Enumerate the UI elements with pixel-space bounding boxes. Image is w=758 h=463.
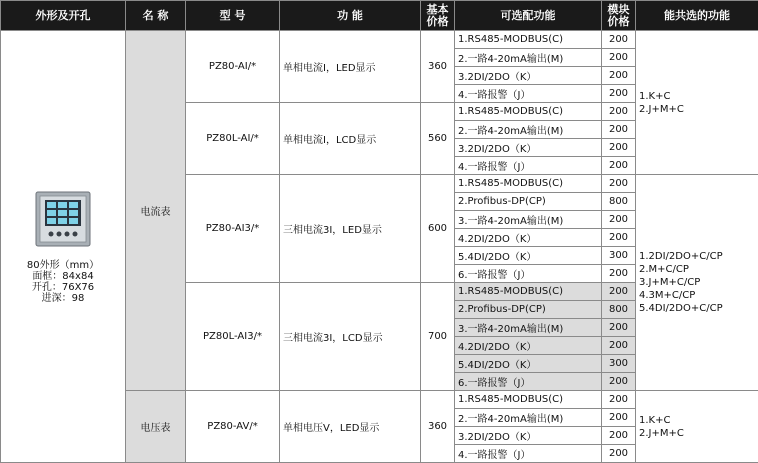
outline-dimensions <box>4 260 122 304</box>
table-row <box>1 31 758 49</box>
option-price: 800 <box>602 193 636 211</box>
option-price: 200 <box>602 121 636 139</box>
option-label: 2.一路4-20mA输出(M) <box>455 409 602 427</box>
function-2: 三相电流3I，LED显示 <box>280 175 421 283</box>
option-price: 200 <box>602 175 636 193</box>
name-voltmeter: 电压表 <box>126 391 186 463</box>
combo-item: 5.4DI/2DO+C/CP <box>639 302 755 315</box>
option-label: 2.一路4-20mA输出(M) <box>455 121 602 139</box>
option-label: 3.一路4-20mA输出(M) <box>455 319 602 337</box>
header-function: 功 能 <box>280 1 421 31</box>
option-label: 6.一路报警（J） <box>455 373 602 391</box>
combo-item: 2.M+C/CP <box>639 263 755 276</box>
option-price: 200 <box>602 409 636 427</box>
model-3: PZ80L-AI3/* <box>186 283 280 391</box>
combos-single-1 <box>636 31 758 175</box>
price-1: 560 <box>421 103 455 175</box>
option-label: 4.2DI/2DO（K） <box>455 229 602 247</box>
option-label: 6.一路报警（J） <box>455 265 602 283</box>
function-1: 单相电流I，LCD显示 <box>280 103 421 175</box>
option-price: 200 <box>602 31 636 49</box>
option-label: 1.RS485-MODBUS(C) <box>455 103 602 121</box>
header-name: 名 称 <box>126 1 186 31</box>
combos-single-2 <box>636 391 758 463</box>
combo-item: 1.K+C <box>639 414 755 427</box>
option-label: 5.4DI/2DO（K） <box>455 247 602 265</box>
option-price: 200 <box>602 283 636 301</box>
option-label: 3.2DI/2DO（K） <box>455 67 602 85</box>
combo-item: 2.J+M+C <box>639 427 755 440</box>
combo-item: 2.J+M+C <box>639 103 755 116</box>
option-label: 2.一路4-20mA输出(M) <box>455 49 602 67</box>
option-label: 4.一路报警（J） <box>455 445 602 463</box>
option-price: 200 <box>602 391 636 409</box>
header-combos: 能共选的功能 <box>636 1 758 31</box>
price-3: 700 <box>421 283 455 391</box>
option-price: 200 <box>602 373 636 391</box>
outline-cell <box>1 31 126 463</box>
option-label: 1.RS485-MODBUS(C) <box>455 391 602 409</box>
outline-depth: 进深：98 <box>4 293 122 304</box>
option-price: 200 <box>602 85 636 103</box>
option-price: 200 <box>602 445 636 463</box>
header-price: 基本价格 <box>421 1 455 31</box>
option-label: 4.一路报警（J） <box>455 157 602 175</box>
option-price: 200 <box>602 427 636 445</box>
option-price: 200 <box>602 265 636 283</box>
option-price: 200 <box>602 49 636 67</box>
price-4: 360 <box>421 391 455 463</box>
option-price: 200 <box>602 211 636 229</box>
option-label: 1.RS485-MODBUS(C) <box>455 175 602 193</box>
option-price: 200 <box>602 157 636 175</box>
option-label: 1.RS485-MODBUS(C) <box>455 31 602 49</box>
header-model: 型 号 <box>186 1 280 31</box>
combo-item: 4.3M+C/CP <box>639 289 755 302</box>
model-0: PZ80-AI/* <box>186 31 280 103</box>
option-price: 300 <box>602 355 636 373</box>
option-price: 200 <box>602 337 636 355</box>
option-price: 200 <box>602 229 636 247</box>
header-module-price: 模块价格 <box>602 1 636 31</box>
meter-device-image <box>34 189 92 249</box>
combo-item: 3.J+M+C/CP <box>639 276 755 289</box>
price-0: 360 <box>421 31 455 103</box>
option-price: 200 <box>602 319 636 337</box>
option-label: 5.4DI/2DO（K） <box>455 355 602 373</box>
option-label: 2.Profibus-DP(CP) <box>455 301 602 319</box>
outline-panel: 面框：84x84 <box>4 271 122 282</box>
header-row <box>1 1 758 31</box>
option-price: 800 <box>602 301 636 319</box>
price-2: 600 <box>421 175 455 283</box>
model-4: PZ80-AV/* <box>186 391 280 463</box>
function-4: 单相电压V，LED显示 <box>280 391 421 463</box>
option-price: 200 <box>602 67 636 85</box>
option-label: 1.RS485-MODBUS(C) <box>455 283 602 301</box>
model-2: PZ80-AI3/* <box>186 175 280 283</box>
option-price: 300 <box>602 247 636 265</box>
option-price: 200 <box>602 139 636 157</box>
option-label: 2.Profibus-DP(CP) <box>455 193 602 211</box>
function-3: 三相电流3I，LCD显示 <box>280 283 421 391</box>
combo-item: 1.K+C <box>639 90 755 103</box>
header-outline: 外形及开孔 <box>1 1 126 31</box>
function-0: 单相电流I，LED显示 <box>280 31 421 103</box>
model-1: PZ80L-AI/* <box>186 103 280 175</box>
option-price: 200 <box>602 103 636 121</box>
option-label: 4.一路报警（J） <box>455 85 602 103</box>
combos-three-phase <box>636 175 758 391</box>
name-ammeter: 电流表 <box>126 31 186 391</box>
option-label: 4.2DI/2DO（K） <box>455 337 602 355</box>
combo-item: 1.2DI/2DO+C/CP <box>639 250 755 263</box>
option-label: 3.一路4-20mA输出(M) <box>455 211 602 229</box>
outline-size: 80外形（mm） <box>4 260 122 271</box>
option-label: 3.2DI/2DO（K） <box>455 427 602 445</box>
option-label: 3.2DI/2DO（K） <box>455 139 602 157</box>
outline-hole: 开孔：76X76 <box>4 282 122 293</box>
header-options: 可选配功能 <box>455 1 602 31</box>
